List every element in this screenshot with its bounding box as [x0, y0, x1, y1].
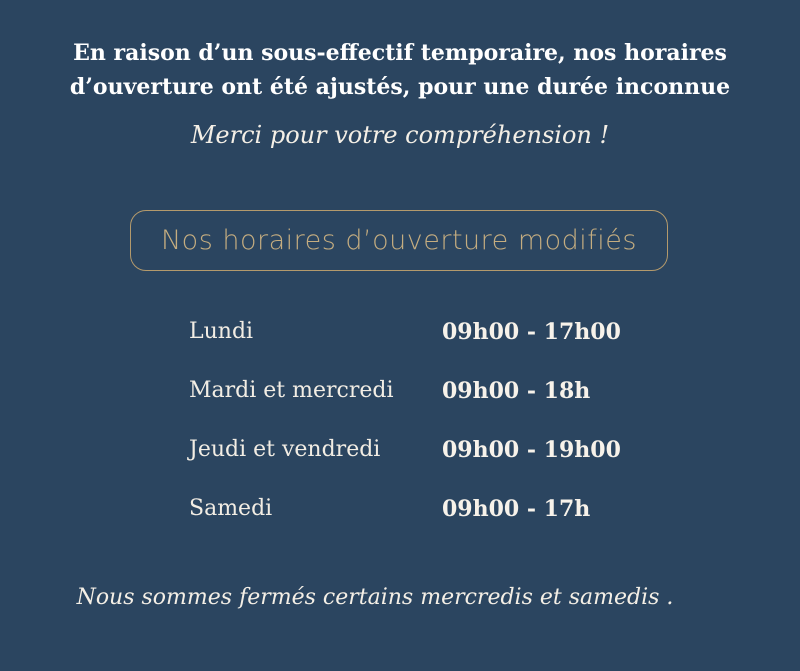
schedule-day: Samedi [189, 496, 273, 521]
hours-title: Nos horaires d’ouverture modifiés [160, 225, 637, 256]
hours-title-box [130, 210, 668, 271]
thanks-message: Merci pour votre compréhension ! [190, 121, 610, 149]
schedule-row [189, 361, 689, 420]
schedule-row [189, 420, 689, 479]
schedule-row [189, 479, 689, 538]
schedule-day: Jeudi et vendredi [189, 437, 381, 462]
closure-note: Nous sommes fermés certains mercredis et samedis . [76, 585, 674, 610]
schedule-day: Mardi et mercredi [189, 378, 394, 403]
notice-headline-line-2: d’ouverture ont été ajustés, pour une durée inconnue [69, 74, 731, 100]
schedule-row [189, 302, 689, 361]
notice-headline-line-1: En raison d’un sous-effectif temporaire, nos horaires [73, 40, 727, 66]
schedule-day: Lundi [189, 319, 254, 344]
schedule-time: 09h00 - 19h00 [442, 436, 621, 463]
schedule-list [189, 302, 689, 538]
schedule-time: 09h00 - 17h [442, 495, 591, 522]
schedule-time: 09h00 - 18h [442, 377, 591, 404]
schedule-time: 09h00 - 17h00 [442, 318, 621, 345]
notice-headline [40, 36, 760, 104]
